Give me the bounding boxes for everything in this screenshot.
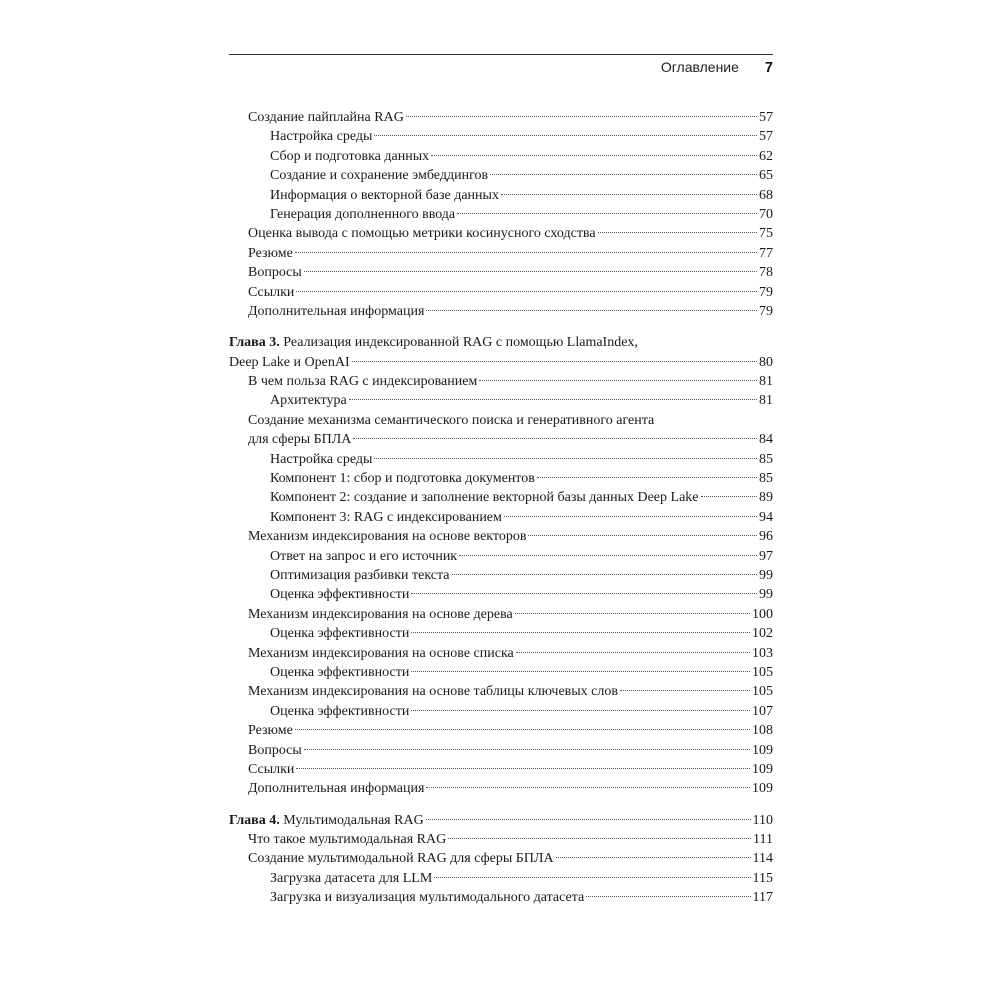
toc-entry-title: Оценка эффективности: [270, 626, 410, 642]
toc-entry[interactable]: [229, 224, 773, 243]
dot-leader: [411, 710, 750, 711]
toc-entry-title: Ссылки: [248, 761, 295, 777]
toc-entry-page: 62: [759, 148, 773, 164]
running-title: Оглавление: [660, 59, 739, 75]
chapter-4-title-wrap: [229, 811, 424, 830]
toc-entry[interactable]: [229, 469, 773, 488]
toc-entry-page: 117: [752, 890, 773, 906]
toc-entry-title: Резюме: [248, 245, 293, 261]
toc-entry-page: 96: [759, 529, 773, 545]
toc-entry-title: Компонент 2: создание и заполнение векторной базы данных Deep Lake: [270, 490, 699, 506]
toc-entry-page: 79: [759, 303, 773, 319]
toc-entry[interactable]: [229, 682, 773, 701]
dot-leader: [296, 291, 757, 292]
dot-leader: [434, 877, 750, 878]
toc-entry-page: 100: [752, 606, 773, 622]
toc-entry-title: В чем польза RAG с индексированием: [248, 374, 478, 390]
toc-entry-title: Оценка вывода с помощью метрики косинусного сходства: [248, 226, 596, 242]
toc-entry-title: Вопросы: [248, 265, 302, 281]
toc-entry-page: 110: [752, 812, 773, 828]
toc-entry[interactable]: [229, 147, 773, 166]
toc-entry[interactable]: [229, 663, 773, 682]
toc-entry-title: Создание и сохранение эмбеддингов: [270, 168, 489, 184]
toc-entry-title: Ответ на запрос и его источник: [270, 548, 458, 564]
toc-entry[interactable]: [229, 430, 773, 449]
toc-entry[interactable]: [229, 644, 773, 663]
toc-entry-page: 99: [759, 587, 773, 603]
toc-entry-title: Механизм индексирования на основе векторов: [248, 529, 527, 545]
dot-leader: [457, 213, 757, 214]
toc-entry[interactable]: [229, 186, 773, 205]
toc-entry-page: 108: [752, 723, 773, 739]
dot-leader: [528, 535, 757, 536]
toc-entry[interactable]: [229, 283, 773, 302]
page-number: 7: [764, 60, 773, 76]
toc-entry-page: 105: [752, 684, 773, 700]
toc-entry-page: 78: [759, 265, 773, 281]
dot-leader: [349, 399, 757, 400]
toc-entry-title: Ссылки: [248, 284, 295, 300]
toc-entry[interactable]: [229, 353, 773, 372]
toc-entry-page: 99: [759, 567, 773, 583]
toc-entry[interactable]: [229, 869, 773, 888]
toc-entry[interactable]: [229, 721, 773, 740]
chapter-4-heading[interactable]: [229, 811, 773, 830]
toc-entry-page: 111: [753, 832, 773, 848]
toc-entry[interactable]: [229, 527, 773, 546]
toc-entry[interactable]: [229, 450, 773, 469]
dot-leader: [296, 768, 750, 769]
toc-entry-title: Информация о векторной базе данных: [270, 187, 499, 203]
dot-leader: [701, 496, 757, 497]
toc-entry-page: 70: [759, 206, 773, 222]
toc-entry-title: Механизм индексирования на основе списка: [248, 645, 514, 661]
toc-entry[interactable]: [229, 888, 773, 907]
dot-leader: [411, 632, 750, 633]
toc-entry-title: Оценка эффективности: [270, 587, 410, 603]
dot-leader: [426, 310, 757, 311]
toc-entry-title: Компонент 3: RAG с индексированием: [270, 509, 502, 525]
dot-leader: [304, 749, 750, 750]
toc-entry-page: 80: [759, 354, 773, 370]
toc-entry-page: 94: [759, 509, 773, 525]
toc-entry[interactable]: [229, 508, 773, 527]
dot-leader: [426, 787, 750, 788]
chapter-3-heading[interactable]: [229, 333, 773, 352]
toc-entry-title-line2: для сферы БПЛА: [248, 432, 352, 448]
chapter-4-label: Глава 4.: [229, 812, 280, 828]
toc-entry[interactable]: [229, 566, 773, 585]
toc-entry-title: Загрузка и визуализация мультимодального датасета: [270, 890, 585, 906]
toc-entry[interactable]: [229, 830, 773, 849]
dot-leader: [411, 593, 757, 594]
chapter-3-title-line1: Реализация индексированной RAG с помощью LlamaIndex,: [279, 335, 638, 351]
toc-entry[interactable]: [229, 205, 773, 224]
toc-entry-page: 115: [752, 870, 773, 886]
dot-leader: [295, 252, 757, 253]
toc-entry-title: Сбор и подготовка данных: [270, 148, 430, 164]
toc-entry[interactable]: [229, 585, 773, 604]
chapter-gap: [229, 799, 773, 811]
dot-leader: [452, 574, 758, 575]
toc-entry[interactable]: [229, 108, 773, 127]
dot-leader: [620, 690, 750, 691]
toc-entry[interactable]: [229, 244, 773, 263]
dot-leader: [295, 729, 750, 730]
toc-entry[interactable]: [229, 547, 773, 566]
running-head: [661, 59, 773, 76]
toc-entry[interactable]: [229, 741, 773, 760]
dot-leader: [374, 458, 757, 459]
toc-entry[interactable]: [229, 779, 773, 798]
toc-entry[interactable]: [229, 605, 773, 624]
toc-entry-multiline[interactable]: [229, 411, 773, 430]
toc-entry-page: 107: [752, 703, 773, 719]
toc-entry[interactable]: [229, 302, 773, 321]
toc-entry[interactable]: [229, 391, 773, 410]
dot-leader: [479, 380, 757, 381]
toc-entry-page: 114: [752, 851, 773, 867]
toc-entry-page: 109: [752, 781, 773, 797]
dot-leader: [504, 516, 757, 517]
toc-entry-title: Механизм индексирования на основе таблицы ключевых слов: [248, 684, 618, 700]
dot-leader: [411, 671, 750, 672]
toc-entry-title: Оптимизация разбивки текста: [270, 567, 450, 583]
toc-entry-page: 57: [759, 110, 773, 125]
toc-entry-title-line1: Создание механизма семантического поиска и генеративного агента: [248, 412, 655, 428]
dot-leader: [556, 857, 751, 858]
toc-entry-title: Генерация дополненного ввода: [270, 206, 456, 222]
toc-entry-title: Оценка эффективности: [270, 664, 410, 680]
toc-entry-page: 97: [759, 548, 773, 564]
toc-entry-page: 75: [759, 226, 773, 242]
dot-leader: [374, 135, 757, 136]
dot-leader: [490, 174, 757, 175]
dot-leader: [352, 361, 757, 362]
header-rule: [229, 54, 773, 55]
dot-leader: [516, 652, 750, 653]
toc-entry[interactable]: [229, 263, 773, 282]
dot-leader: [598, 232, 757, 233]
toc-entry-title: Резюме: [248, 723, 293, 739]
toc-entry-page: 85: [759, 451, 773, 467]
toc-entry-page: 79: [759, 284, 773, 300]
toc-entry-page: 103: [752, 645, 773, 661]
dot-leader: [537, 477, 757, 478]
dot-leader: [406, 116, 757, 117]
table-of-contents: [229, 108, 773, 908]
toc-entry-page: 102: [752, 626, 773, 642]
toc-entry-title: Вопросы: [248, 742, 302, 758]
toc-entry[interactable]: [229, 372, 773, 391]
toc-entry-title: Компонент 1: сбор и подготовка документов: [270, 471, 535, 487]
toc-entry-page: 65: [759, 168, 773, 184]
toc-entry-title: Механизм индексирования на основе дерева: [248, 606, 513, 622]
toc-entry-page: 105: [752, 664, 773, 680]
toc-entry[interactable]: [229, 624, 773, 643]
dot-leader: [501, 194, 757, 195]
toc-entry[interactable]: [229, 127, 773, 146]
toc-entry[interactable]: [229, 166, 773, 185]
toc-entry-title: Создание мультимодальной RAG для сферы БПЛА: [248, 851, 554, 867]
toc-entry-page: 109: [752, 761, 773, 777]
toc-entry[interactable]: [229, 849, 773, 868]
toc-entry-page: 68: [759, 187, 773, 203]
toc-entry-title: Оценка эффективности: [270, 703, 410, 719]
dot-leader: [426, 819, 751, 820]
chapter-gap: [229, 321, 773, 333]
toc-entry-page: 77: [759, 245, 773, 261]
toc-entry[interactable]: [229, 702, 773, 721]
dot-leader: [586, 896, 750, 897]
dot-leader: [353, 438, 757, 439]
toc-entry-title: Архитектура: [270, 393, 347, 409]
toc-entry[interactable]: [229, 488, 773, 507]
toc-entry-title: Дополнительная информация: [248, 781, 425, 797]
toc-entry-title: Дополнительная информация: [248, 303, 425, 319]
toc-entry-title: Настройка среды: [270, 451, 373, 467]
toc-entry-page: 57: [759, 129, 773, 145]
chapter-3-title-line2: Deep Lake и OpenAI: [229, 354, 350, 370]
toc-entry-title: Что такое мультимодальная RAG: [248, 832, 447, 848]
toc-entry-page: 85: [759, 471, 773, 487]
dot-leader: [431, 155, 757, 156]
dot-leader: [448, 838, 751, 839]
chapter-4-title: Мультимодальная RAG: [279, 812, 424, 828]
toc-entry-title: Настройка среды: [270, 129, 373, 145]
dot-leader: [459, 555, 757, 556]
toc-entry-title: Создание пайплайна RAG: [248, 110, 404, 125]
chapter-3-label: Глава 3.: [229, 335, 280, 351]
toc-entry-page: 109: [752, 742, 773, 758]
toc-entry-page: 81: [759, 393, 773, 409]
toc-entry-page: 89: [759, 490, 773, 506]
toc-entry-page: 84: [759, 432, 773, 448]
dot-leader: [304, 271, 757, 272]
dot-leader: [515, 613, 750, 614]
toc-entry-page: 81: [759, 374, 773, 390]
toc-entry[interactable]: [229, 760, 773, 779]
toc-entry-title: Загрузка датасета для LLM: [270, 870, 433, 886]
